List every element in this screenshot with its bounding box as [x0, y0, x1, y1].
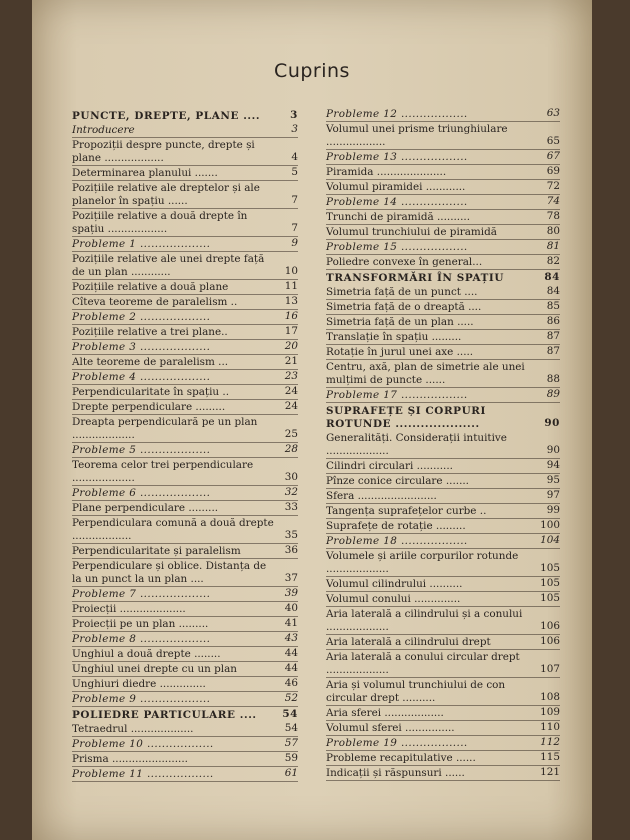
toc-page-number: 3 — [291, 123, 298, 135]
toc-entry — [326, 767, 560, 781]
toc-entry — [326, 361, 560, 388]
toc-entry-title: Cilindri circulari ........... — [326, 460, 453, 472]
toc-page-number: 16 — [284, 310, 298, 322]
toc-entry-title: Perpendicularitate și paralelism — [72, 545, 241, 557]
toc-entry-title: Probleme 6 ................... — [72, 487, 211, 499]
toc-problem-entry — [72, 768, 298, 782]
toc-page-number: 10 — [284, 265, 298, 277]
toc-entry-title: Probleme 5 ................... — [72, 444, 211, 456]
toc-entry-title: Determinarea planului ....... — [72, 167, 218, 179]
toc-left-column — [72, 108, 298, 783]
toc-entry-title: Probleme 2 ................... — [72, 311, 211, 323]
toc-page-number: 81 — [546, 240, 560, 252]
toc-entry — [72, 678, 298, 692]
toc-entry-title: Tangența suprafețelor curbe .. — [326, 505, 487, 517]
toc-entry-title: Aria laterală a cilindrului și a conului ................... — [326, 608, 523, 633]
toc-entry-title: Volumul sferei ............... — [326, 722, 455, 734]
toc-entry — [72, 281, 298, 295]
toc-page-number: 37 — [284, 572, 298, 584]
toc-page-number: 4 — [291, 151, 298, 163]
toc-entry-title: Pozițiile relative ale unei drepte față de un plan ............ — [72, 253, 265, 278]
toc-problem-entry — [72, 311, 298, 325]
toc-right-column — [326, 108, 560, 782]
toc-entry — [326, 123, 560, 150]
toc-page-number: 44 — [284, 647, 298, 659]
book-page — [32, 0, 592, 840]
toc-entry-title: Probleme 7 ................... — [72, 588, 211, 600]
toc-page-number: 67 — [546, 150, 560, 162]
toc-problem-entry — [72, 487, 298, 501]
toc-problem-entry — [326, 108, 560, 122]
toc-entry-title: Probleme recapitulative ...... — [326, 752, 476, 764]
toc-entry-title: Plane perpendiculare ......... — [72, 502, 219, 514]
toc-page-number: 44 — [284, 662, 298, 674]
toc-entry — [72, 416, 298, 443]
toc-entry-title: Volumele și ariile corpurilor rotunde ................... — [326, 550, 519, 575]
toc-entry — [72, 560, 298, 587]
toc-entry — [72, 459, 298, 486]
toc-page-number: 23 — [284, 370, 298, 382]
toc-problem-entry — [72, 588, 298, 602]
toc-entry-title: Unghiul a două drepte ........ — [72, 648, 221, 660]
toc-entry — [326, 475, 560, 489]
toc-page-number: 35 — [284, 529, 298, 541]
toc-page-number: 82 — [546, 255, 560, 267]
toc-entry-title: Piramida ..................... — [326, 166, 447, 178]
toc-entry — [326, 679, 560, 706]
toc-page-number: 17 — [284, 325, 298, 337]
toc-entry-title: Aria laterală a conului circular drept ................... — [326, 651, 520, 676]
toc-entry-title: Rotație în jurul unei axe ..... — [326, 346, 474, 358]
toc-page-number: 104 — [540, 534, 560, 546]
toc-page-number: 32 — [284, 486, 298, 498]
toc-entry-title: Pozițiile relative a două plane — [72, 281, 229, 293]
toc-page-number: 115 — [540, 751, 560, 763]
toc-entry — [72, 253, 298, 280]
toc-page-number: 95 — [546, 474, 560, 486]
toc-entry — [326, 490, 560, 504]
toc-page-number: 40 — [284, 602, 298, 614]
toc-page-number: 5 — [291, 166, 298, 178]
toc-entry-title: Simetria față de un punct .... — [326, 286, 478, 298]
toc-problem-entry — [72, 371, 298, 385]
toc-entry-title: Volumul conului .............. — [326, 593, 461, 605]
toc-entry-title: Generalități. Considerații intuitive ................... — [326, 432, 507, 457]
toc-entry-title: Probleme 10 .................. — [72, 738, 214, 750]
toc-entry-title: Simetria față de o dreaptă .... — [326, 301, 482, 313]
page-title: Cuprins — [274, 60, 350, 82]
toc-entry-title: SUPRAFEȚE ȘI CORPURI ROTUNDE .................... — [326, 405, 486, 430]
toc-entry-title: Probleme 11 .................. — [72, 768, 214, 780]
toc-entry — [326, 346, 560, 360]
toc-entry-title: Proiecții .................... — [72, 603, 186, 615]
toc-page-number: 106 — [540, 635, 560, 647]
toc-entry-title: Probleme 15 .................. — [326, 241, 468, 253]
toc-entry-title: Propoziții despre puncte, drepte și plane .................. — [72, 139, 255, 164]
toc-entry-title: Probleme 4 ................... — [72, 371, 211, 383]
toc-page-number: 106 — [540, 620, 560, 632]
toc-entry-title: Probleme 8 ................... — [72, 633, 211, 645]
toc-entry — [72, 545, 298, 559]
toc-entry-title: Volumul piramidei ............ — [326, 181, 466, 193]
toc-entry-title: Aria laterală a cilindrului drept — [326, 636, 491, 648]
toc-entry — [72, 648, 298, 662]
toc-page-number: 52 — [284, 692, 298, 704]
toc-problem-entry — [72, 633, 298, 647]
toc-page-number: 74 — [546, 195, 560, 207]
toc-page-number: 46 — [284, 677, 298, 689]
toc-section-heading — [72, 709, 298, 722]
toc-entry — [326, 432, 560, 459]
toc-page-number: 43 — [284, 632, 298, 644]
toc-page-number: 85 — [546, 300, 560, 312]
toc-entry — [72, 723, 298, 737]
toc-entry-title: Aria și volumul trunchiului de con circular drept .......... — [326, 679, 506, 704]
toc-entry-title: Volumul trunchiului de piramidă — [326, 226, 497, 238]
toc-entry — [326, 226, 560, 240]
toc-entry-title: Volumul cilindrului .......... — [326, 578, 463, 590]
toc-entry-title: Perpendiculara comună a două drepte .................. — [72, 517, 274, 542]
toc-page-number: 89 — [546, 388, 560, 400]
toc-page-number: 80 — [546, 225, 560, 237]
toc-entry — [72, 517, 298, 544]
toc-entry — [326, 608, 560, 635]
toc-page-number: 41 — [284, 617, 298, 629]
toc-entry-title: Indicații și răspunsuri ...... — [326, 767, 465, 779]
toc-entry-title: Simetria față de un plan ..... — [326, 316, 474, 328]
toc-entry-title: Dreapta perpendiculară pe un plan ................... — [72, 416, 258, 441]
toc-entry — [72, 356, 298, 370]
toc-page-number: 90 — [544, 417, 560, 429]
toc-page-number: 36 — [284, 544, 298, 556]
toc-page-number: 24 — [284, 400, 298, 412]
toc-entry-title: Probleme 18 .................. — [326, 535, 468, 547]
toc-entry-title: Perpendiculare și oblice. Distanța de la un punct la un plan .... — [72, 560, 267, 585]
toc-page-number: 105 — [540, 577, 560, 589]
toc-page-number: 39 — [284, 587, 298, 599]
toc-page-number: 84 — [546, 285, 560, 297]
toc-entry — [72, 386, 298, 400]
toc-entry-title: Probleme 14 .................. — [326, 196, 468, 208]
toc-page-number: 65 — [546, 135, 560, 147]
toc-section-heading — [326, 272, 560, 285]
toc-entry-title: Unghiul unei drepte cu un plan — [72, 663, 238, 675]
toc-entry — [326, 301, 560, 315]
toc-entry — [326, 166, 560, 180]
toc-page-number: 109 — [540, 706, 560, 718]
toc-page-number: 24 — [284, 385, 298, 397]
toc-entry — [72, 502, 298, 516]
toc-entry-title: Pozițiile relative ale dreptelor și ale planelor în spațiu ...... — [72, 182, 260, 207]
toc-page-number: 84 — [544, 271, 560, 283]
toc-entry — [326, 256, 560, 270]
toc-page-number: 11 — [284, 280, 298, 292]
toc-page-number: 9 — [291, 237, 298, 249]
toc-entry-title: Alte teoreme de paralelism ... — [72, 356, 229, 368]
toc-entry — [326, 520, 560, 534]
toc-page-number: 108 — [540, 691, 560, 703]
toc-entry — [72, 210, 298, 237]
toc-page-number: 105 — [540, 592, 560, 604]
toc-problem-entry — [72, 444, 298, 458]
toc-entry-title: Probleme 9 ................... — [72, 693, 211, 705]
toc-entry-title: Probleme 1 ................... — [72, 238, 211, 250]
toc-entry — [326, 460, 560, 474]
toc-page-number: 72 — [546, 180, 560, 192]
toc-entry — [72, 618, 298, 632]
toc-entry — [326, 707, 560, 721]
toc-entry — [326, 505, 560, 519]
toc-entry-title: Pînze conice circulare ....... — [326, 475, 469, 487]
toc-entry-title: POLIEDRE PARTICULARE .... — [72, 709, 257, 721]
toc-page-number: 110 — [540, 721, 560, 733]
toc-page-number: 100 — [540, 519, 560, 531]
toc-entry — [326, 211, 560, 225]
toc-problem-entry — [326, 535, 560, 549]
toc-entry-title: Cîteva teoreme de paralelism .. — [72, 296, 238, 308]
toc-section-heading — [72, 110, 298, 123]
toc-problem-entry — [72, 738, 298, 752]
toc-entry — [326, 636, 560, 650]
toc-page-number: 63 — [546, 107, 560, 119]
toc-problem-entry — [72, 238, 298, 252]
toc-page-number: 87 — [546, 345, 560, 357]
toc-entry-title: Tetraedrul ................... — [72, 723, 194, 735]
toc-page-number: 7 — [291, 222, 298, 234]
toc-entry — [72, 753, 298, 767]
toc-entry — [326, 578, 560, 592]
toc-entry — [326, 331, 560, 345]
toc-entry-title: Drepte perpendiculare ......... — [72, 401, 226, 413]
toc-page-number: 28 — [284, 443, 298, 455]
toc-page-number: 25 — [284, 428, 298, 440]
toc-entry-title: Suprafețe de rotație ......... — [326, 520, 466, 532]
toc-page-number: 57 — [284, 737, 298, 749]
toc-entry-title: Prisma ....................... — [72, 753, 188, 765]
toc-page-number: 59 — [284, 752, 298, 764]
toc-page-number: 54 — [284, 722, 298, 734]
toc-entry-title: Poliedre convexe în general... — [326, 256, 483, 268]
toc-page-number: 3 — [290, 109, 298, 121]
toc-entry — [72, 139, 298, 166]
toc-problem-entry — [326, 151, 560, 165]
toc-entry-title: Probleme 19 .................. — [326, 737, 468, 749]
toc-page-number: 99 — [546, 504, 560, 516]
toc-page-number: 20 — [284, 340, 298, 352]
toc-entry — [326, 651, 560, 678]
toc-entry-title: Trunchi de piramidă .......... — [326, 211, 471, 223]
toc-entry — [326, 722, 560, 736]
toc-entry-title: Translație în spațiu ......... — [326, 331, 462, 343]
toc-entry — [326, 316, 560, 330]
toc-problem-entry — [72, 693, 298, 707]
toc-page-number: 30 — [284, 471, 298, 483]
toc-entry-title: Unghiuri diedre .............. — [72, 678, 206, 690]
toc-entry-title: Centru, axă, plan de simetrie ale unei mulțimi de puncte ...... — [326, 361, 525, 386]
toc-page-number: 97 — [546, 489, 560, 501]
toc-entry-title: Probleme 17 .................. — [326, 389, 468, 401]
toc-entry-title: TRANSFORMĂRI ÎN SPAȚIU — [326, 272, 505, 284]
toc-page-number: 21 — [284, 355, 298, 367]
toc-entry-title: Volumul unei prisme triunghiulare .................. — [326, 123, 508, 148]
toc-page-number: 112 — [540, 736, 560, 748]
toc-page-number: 87 — [546, 330, 560, 342]
toc-page-number: 105 — [540, 562, 560, 574]
toc-entry — [72, 401, 298, 415]
toc-entry — [326, 550, 560, 577]
toc-page-number: 7 — [291, 194, 298, 206]
toc-page-number: 13 — [284, 295, 298, 307]
toc-page-number: 90 — [546, 444, 560, 456]
toc-problem-entry — [326, 389, 560, 403]
toc-entry — [72, 603, 298, 617]
toc-entry — [326, 593, 560, 607]
toc-entry-title: Teorema celor trei perpendiculare ................... — [72, 459, 254, 484]
toc-entry-title: PUNCTE, DREPTE, PLANE .... — [72, 110, 261, 122]
toc-page-number: 94 — [546, 459, 560, 471]
toc-page-number: 54 — [282, 708, 298, 720]
toc-page-number: 61 — [284, 767, 298, 779]
toc-entry-title: Probleme 13 .................. — [326, 151, 468, 163]
toc-page-number: 121 — [540, 766, 560, 778]
toc-entry — [72, 124, 298, 138]
toc-entry-title: Introducere — [72, 124, 135, 136]
toc-entry-title: Aria sferei .................. — [326, 707, 444, 719]
toc-entry — [326, 752, 560, 766]
toc-page-number: 33 — [284, 501, 298, 513]
toc-entry-title: Probleme 3 ................... — [72, 341, 211, 353]
toc-problem-entry — [326, 241, 560, 255]
toc-entry — [72, 167, 298, 181]
toc-entry-title: Pozițiile relative a trei plane.. — [72, 326, 228, 338]
toc-entry-title: Proiecții pe un plan ......... — [72, 618, 209, 630]
toc-entry — [72, 182, 298, 209]
toc-page-number: 78 — [546, 210, 560, 222]
toc-entry — [72, 663, 298, 677]
toc-page-number: 69 — [546, 165, 560, 177]
toc-entry — [326, 286, 560, 300]
toc-entry-title: Perpendicularitate în spațiu .. — [72, 386, 230, 398]
toc-entry-title: Pozițiile relative a două drepte în spațiu .................. — [72, 210, 248, 235]
toc-entry — [326, 181, 560, 195]
toc-entry — [72, 296, 298, 310]
toc-page-number: 86 — [546, 315, 560, 327]
toc-problem-entry — [326, 196, 560, 210]
toc-entry — [72, 326, 298, 340]
toc-section-heading — [326, 405, 560, 431]
toc-entry-title: Sfera ........................ — [326, 490, 437, 502]
toc-page-number: 88 — [546, 373, 560, 385]
toc-entry-title: Probleme 12 .................. — [326, 108, 468, 120]
toc-problem-entry — [326, 737, 560, 751]
toc-problem-entry — [72, 341, 298, 355]
toc-page-number: 107 — [540, 663, 560, 675]
